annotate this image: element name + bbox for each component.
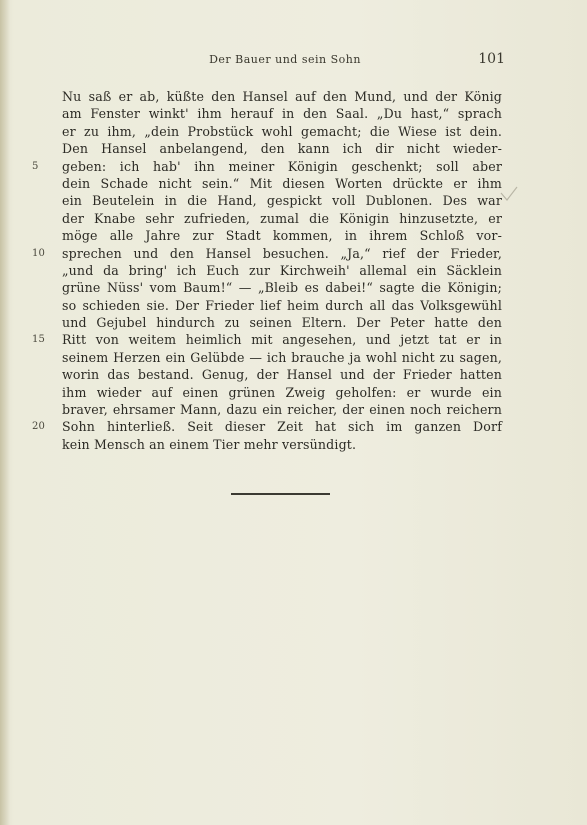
running-title: Der Bauer und sein Sohn bbox=[209, 53, 361, 66]
running-head bbox=[60, 53, 505, 71]
line-text: Den Hansel anbelangend, den kann ich dir nicht wieder- bbox=[62, 141, 502, 157]
line-number: 5 bbox=[32, 160, 39, 172]
text-line bbox=[32, 418, 502, 435]
line-text: der Knabe sehr zufrieden, zumal die Königin hinzusetzte, er bbox=[62, 210, 502, 226]
line-text: braver, ehrsamer Mann, dazu ein reicher, der einen noch reichern bbox=[62, 402, 502, 418]
text-line bbox=[62, 384, 502, 401]
line-number: 15 bbox=[32, 334, 46, 346]
line-text: am Fenster winkt' ihm herauf in den Saal. „Du hast,“ sprach bbox=[62, 106, 502, 122]
line-text: so schieden sie. Der Frieder lief heim durch all das Volksgewühl bbox=[62, 297, 502, 313]
line-number: 20 bbox=[32, 421, 46, 433]
text-line bbox=[62, 192, 502, 209]
line-text: Ritt von weitem heimlich mit angesehen, und jetzt tat er in bbox=[62, 332, 502, 348]
line-text: kein Mensch an einem Tier mehr versündigt. bbox=[62, 436, 357, 452]
line-text: er zu ihm, „dein Probstück wohl gemacht; die Wiese ist dein. bbox=[62, 123, 502, 139]
text-line bbox=[62, 297, 502, 314]
text-line bbox=[62, 210, 502, 227]
text-line bbox=[62, 123, 502, 140]
line-text: ein Beutelein in die Hand, gespickt voll Dublonen. Des war bbox=[62, 193, 502, 209]
line-number: 10 bbox=[32, 247, 46, 259]
text-line bbox=[32, 158, 502, 175]
text-line bbox=[62, 105, 502, 122]
line-text: geben: ich hab' ihn meiner Königin geschenkt; soll aber bbox=[62, 158, 502, 174]
text-line bbox=[62, 436, 502, 453]
text-line bbox=[32, 245, 502, 262]
text-line bbox=[62, 140, 502, 157]
text-line bbox=[62, 349, 502, 366]
line-text: möge alle Jahre zur Stadt kommen, in ihrem Schloß vor- bbox=[62, 228, 502, 244]
text-line bbox=[32, 331, 502, 348]
end-of-chapter-rule bbox=[231, 493, 330, 495]
line-text: seinem Herzen ein Gelübde — ich brauche ja wohl nicht zu sagen, bbox=[62, 349, 502, 365]
line-text: Nu saß er ab, küßte den Hansel auf den Mund, und der König bbox=[62, 89, 502, 104]
text-line bbox=[62, 366, 502, 383]
text-line bbox=[62, 262, 502, 279]
body-text bbox=[32, 88, 502, 453]
line-text: „und da bring' ich Euch zur Kirchweih' allemal ein Säcklein bbox=[62, 262, 502, 278]
line-text: dein Schade nicht sein.“ Mit diesen Worten drückte er ihm bbox=[62, 175, 502, 191]
page-gutter-shadow bbox=[0, 0, 10, 825]
text-line bbox=[62, 88, 502, 105]
text-line bbox=[62, 227, 502, 244]
line-text: und Gejubel hindurch zu seinen Eltern. Der Peter hatte den bbox=[62, 315, 502, 331]
text-line bbox=[62, 175, 502, 192]
line-text: grüne Nüss' vom Baum!“ — „Bleib es dabei!“ sagte die Königin; bbox=[62, 280, 502, 296]
pencil-check-mark-icon bbox=[498, 184, 520, 206]
page-number: 101 bbox=[478, 51, 505, 67]
line-text: ihm wieder auf einen grünen Zweig geholfen: er wurde ein bbox=[62, 384, 502, 400]
line-text: sprechen und den Hansel besuchen. „Ja,“ rief der Frieder, bbox=[62, 245, 502, 261]
text-line bbox=[62, 279, 502, 296]
text-line bbox=[62, 401, 502, 418]
line-text: Sohn hinterließ. Seit dieser Zeit hat sich im ganzen Dorf bbox=[62, 419, 502, 435]
text-line bbox=[62, 314, 502, 331]
line-text: worin das bestand. Genug, der Hansel und der Frieder hatten bbox=[62, 367, 502, 383]
